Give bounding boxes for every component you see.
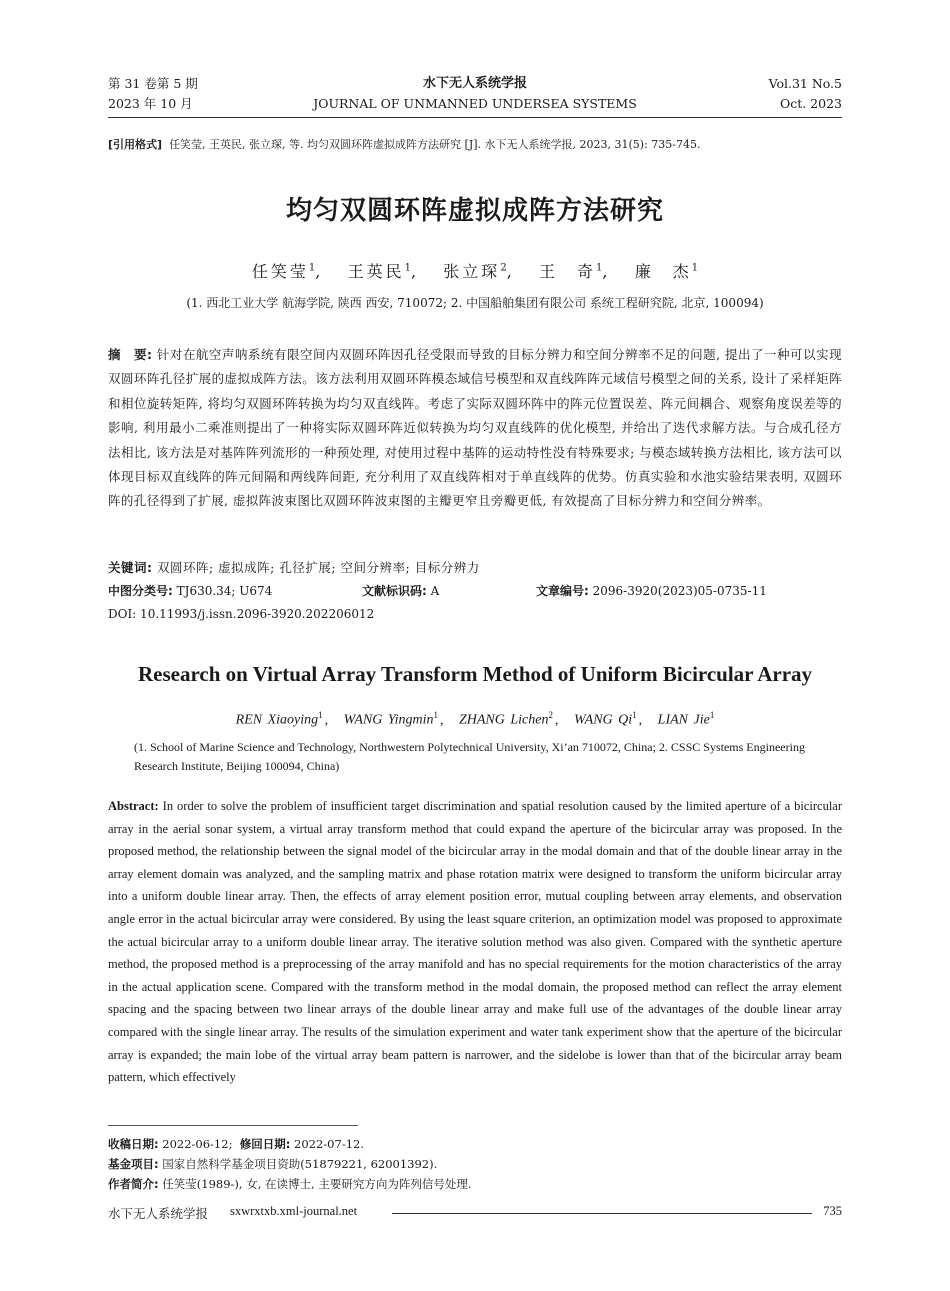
author-en-sup: 1: [318, 710, 323, 720]
page-number: 735: [823, 1204, 842, 1218]
author-en: WANG Yingmin: [343, 712, 434, 728]
date-cn: 2023 年 10 月: [108, 96, 193, 111]
running-footer: [108, 1204, 842, 1222]
affiliation-en: [108, 738, 842, 776]
running-header: [108, 74, 842, 114]
title-en: Research on Virtual Array Transform Method of Uniform Bicircular Array: [137, 662, 813, 686]
author-en: ZHANG Lichen: [458, 712, 549, 728]
title-cn: 均匀双圆环阵虚拟成阵方法研究: [285, 196, 664, 226]
author-en: WANG Qi: [573, 712, 633, 728]
keywords-cn: [108, 558, 842, 576]
abstract-cn-text: 针对在航空声呐系统有限空间内双圆环阵因孔径受限而导致的目标分辨力和空间分辨率不足的问题, 提出了一种可以实现双圆环阵孔径扩展的虚拟成阵方法。该方法利用双圆环阵模态域信号模型和双直线阵阵元域信号模型之间的关系, 设计了采样矩阵和相位旋转矩阵, 将均匀双圆环阵转换为均匀双直线阵。考虑了实际双圆环阵中的阵元位置误差、阵元间耦合、观察角度误差等的影响, 利用最小二乘准则提出了一种将实际双圆环阵近似转换为均匀双直线阵的优化模型, 并给出了迭代求解方法。与合成孔径方法相比, 该方法是对基阵阵列流形的一种预处理, 对使用过程中基阵的运动特性没有特殊要求; 与模态域转换方法相比, 该方法可以体现目标双直线阵的阵元间隔和两线阵间距, 充分利用了双直线阵相对于单直线阵的优势。仿真实验和水池实验结果表明, 双圆环阵的孔径得到了扩展, 虚拟阵波束图比双圆环阵波束图的主瓣更窄且旁瓣更低, 有效提高了目标分辨力和空间分辨率。: [108, 347, 842, 509]
footer-url[interactable]: sxwrxtxb.xml-journal.net: [230, 1204, 358, 1218]
footnote-dates: [108, 1136, 842, 1152]
article-value: 2096-3920(2023)05-0735-11: [588, 584, 767, 598]
footnote-divider: [108, 1125, 358, 1126]
footnote-author-bio: [108, 1176, 842, 1192]
author-en-sup: 1: [433, 710, 438, 720]
fund-value: 国家自然科学基金项目资助(51879221, 62001392).: [158, 1157, 438, 1171]
doi: DOI: 10.11993/j.issn.2096-3920.202206012: [108, 607, 375, 621]
author-en-sup: 1: [709, 710, 715, 720]
author-en-sup: 1: [632, 710, 637, 720]
authors-cn: 任笑莹$^1$, 王英民$^1$, 张立琛$^2$, 王 奇$^1$, 廉 杰$^1$: [251, 262, 699, 281]
bio-value: 任笑莹(1989-), 女, 在读博士, 主要研究方向为阵列信号处理.: [158, 1177, 472, 1191]
volume-issue-en: Vol.31 No.5: [768, 76, 842, 91]
received-label: 收稿日期:: [108, 1137, 159, 1151]
citation-format: [108, 137, 842, 153]
article-number: [536, 582, 767, 599]
clc-number: [108, 582, 272, 599]
footer-journal: 水下无人系统学报: [108, 1206, 209, 1221]
received-value: 2022-06-12;: [158, 1137, 233, 1151]
abstract-cn-label: 摘 要:: [108, 347, 153, 362]
abstract-en-label: Abstract:: [108, 799, 159, 813]
footer-rule: [392, 1213, 812, 1214]
journal-name-cn: 水下无人系统学报: [422, 76, 527, 91]
keywords-label: 关键词:: [108, 560, 153, 575]
revised-label: 修回日期:: [239, 1137, 291, 1151]
journal-name-en: JOURNAL OF UNMANNED UNDERSEA SYSTEMS: [313, 96, 637, 111]
author-cn: 王 奇: [539, 262, 597, 281]
author-cn: 任笑莹: [251, 262, 309, 281]
doc-code-label: 文献标识码:: [362, 584, 427, 598]
header-divider: [108, 117, 842, 118]
bio-label: 作者简介:: [108, 1177, 159, 1191]
doc-code-value: A: [426, 584, 440, 598]
author-cn-sup: 2: [500, 262, 507, 274]
clc-label: 中图分类号:: [108, 584, 173, 598]
citation-text: 任笑莹, 王英民, 张立琛, 等. 均匀双圆环阵虚拟成阵方法研究 [J]. 水下无人系统学报, 2023, 31(5): 735-745.: [169, 138, 701, 151]
keywords-text: 双圆环阵; 虚拟成阵; 孔径扩展; 空间分辨率; 目标分辨力: [152, 560, 480, 575]
revised-value: 2022-07-12.: [290, 1137, 364, 1151]
volume-issue-cn: 第 31 卷第 5 期: [108, 76, 198, 91]
abstract-en-text: In order to solve the problem of insufficient target discrimination and spatial resolution caused by the limited aperture of a bicircular array in the aerial sonar system, a virtual array transform method that could expand the aperture of the bicircular array was proposed. In the proposed method, the relationship between the signal model of the bicircular array in the modal domain and that of the double linear array in the array element domain was analyzed, and the sampling matrix and phase rotation matrix were designed to transform the uniform bicircular array into a uniform double linear array. Then, the effects of array element position error, mutual coupling between array elements, and observation angle error in the actual bicircular array were considered. By using the least square criterion, an optimization model was proposed to approximate the actual bicircular array to a uniform double linear array. The iterative solution method was also given. Compared with the synthetic aperture method, the proposed method is a preprocessing of the array manifold and has no special requirements for the motion characteristics of the array in the actual application scene. Compared with the transform method in the modal domain, the proposed method can reflect the array element spacing and the spacing between two linear arrays of the double linear array and make full use of the advantages of the double linear array compared with the single linear array. The results of the simulation experiment and water tank experiment show that the aperture of the bicircular array is expanded; the main lobe of the virtual array beam pattern is narrower, and the sidelobe is lower than that of the bicircular array beam pattern, which effectively: [108, 799, 842, 1085]
authors-en: REN Xiaoying$^1$ , WANG Yingmin$^1$ , ZHANG Lichen$^2$ , WANG Qi$^1$ , LIAN Jie$^1$: [235, 710, 715, 728]
fund-label: 基金项目:: [108, 1157, 159, 1171]
affiliation-en-text: (1. School of Marine Science and Technology, Northwestern Polytechnical University, Xi’an 710072, China; 2. CSSC Systems Engineering Research Institute, Beijing 100094, China): [134, 740, 805, 773]
citation-label: [引用格式]: [108, 138, 163, 151]
author-cn: 张立琛: [443, 262, 501, 281]
paper-page: [108, 0, 842, 1291]
date-en: Oct. 2023: [779, 96, 842, 111]
document-code: [362, 582, 439, 599]
author-cn-sup: 1: [404, 262, 411, 274]
header-center: [108, 74, 842, 114]
clc-value: TJ630.34; U674: [172, 584, 273, 598]
header-right: [769, 74, 842, 114]
author-cn: 廉 杰: [634, 262, 692, 281]
article-label: 文章编号:: [536, 584, 589, 598]
abstract-en: [108, 795, 842, 1089]
author-cn: 王英民: [347, 262, 405, 281]
author-cn-sup: 1: [691, 262, 699, 274]
author-cn-sup: 1: [596, 262, 603, 274]
author-cn-sup: 1: [308, 262, 316, 274]
abstract-cn: [108, 343, 842, 514]
author-en: REN Xiaoying: [235, 712, 319, 728]
author-en-sup: 2: [548, 710, 553, 720]
author-en: LIAN Jie: [657, 712, 710, 728]
classification-line: [108, 582, 842, 600]
affiliation-cn: (1. 西北工业大学 航海学院, 陕西 西安, 710072; 2. 中国船舶集团有限公司 系统工程研究院, 北京, 100094): [186, 296, 764, 310]
footnote-funding: [108, 1156, 842, 1172]
